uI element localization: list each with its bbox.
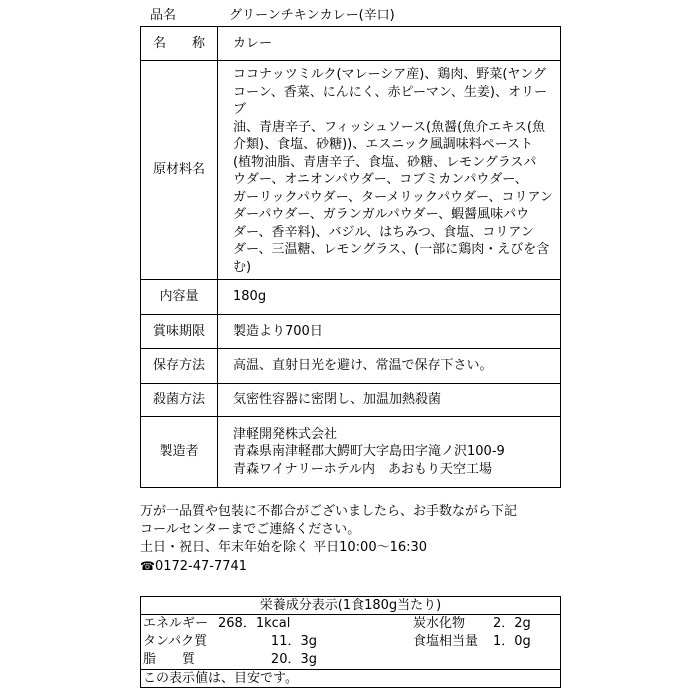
- spec-row-manufacturer: [141, 417, 561, 488]
- nutrient-label-fat: 脂 質: [143, 652, 196, 667]
- spec-row-name: [141, 27, 561, 61]
- ingredient-line: (植物油脂、青唐辛子、食塩、砂糖、レモングラスパ: [233, 154, 537, 170]
- spec-table: [140, 26, 561, 488]
- contact-notice: [140, 503, 517, 576]
- nutrition-table: [140, 596, 561, 688]
- spec-value-sterilization: 気密性容器に密閉し、加温加熱殺菌: [218, 384, 561, 417]
- ingredient-line: ウダー、オニオンパウダー、コブミカンパウダー、: [233, 172, 528, 187]
- nutrition-footer: この表示値は、目安です。: [141, 670, 561, 688]
- spec-value-name: カレー: [218, 27, 561, 61]
- ingredient-line: ガーリックパウダー、ターメリックパウダー、コリアン: [233, 189, 553, 205]
- phone-number: 0172-47-7741: [154, 559, 248, 574]
- manufacturer-facility: 青森ワイナリーホテル内 あおもり天空工場: [233, 461, 492, 477]
- nutrient-label-energy: エネルギー: [143, 616, 209, 631]
- spec-key-expiry: 賞味期限: [141, 315, 218, 349]
- spec-value-expiry: 製造より700日: [218, 315, 561, 349]
- spec-value-ingredients: [218, 61, 561, 280]
- spec-row-ingredients: [141, 61, 561, 280]
- spec-key-name: [141, 27, 218, 61]
- nutrient-value-carbs: 2．2g: [493, 616, 531, 631]
- ingredient-line: ダー、香辛料)、バジル、はちみつ、食塩、コリアン: [233, 224, 534, 240]
- ingredient-line: ココナッツミルク(マレーシア産)、鶏肉、野菜(ヤング: [233, 67, 547, 82]
- key-part: 称: [192, 35, 206, 51]
- spec-value-manufacturer: [218, 417, 561, 488]
- nutrient-value-fat: 20．3g: [270, 652, 317, 667]
- spec-value-amount: 180g: [218, 280, 561, 315]
- key-part: 名: [152, 35, 166, 51]
- ingredient-line: 油、青唐辛子、フィッシュソース(魚醤(魚介エキス(魚: [233, 119, 546, 135]
- manufacturer-address: 青森県南津軽郡大鰐町大字島田字滝ノ沢100-9: [233, 444, 505, 460]
- hours-line: 土日・祝日、年末年始を除く 平日10:00～16:30: [140, 540, 428, 555]
- nutrient-label-carbs: 炭水化物: [413, 616, 466, 631]
- nutrient-value-protein: 11．3g: [270, 634, 317, 649]
- spec-key-manufacturer: 製造者: [141, 417, 218, 488]
- spec-value-storage: 高温、直射日光を避け、常温で保存下さい。: [218, 349, 561, 384]
- spec-key-sterilization: 殺菌方法: [141, 384, 218, 417]
- spec-key-amount: 内容量: [141, 280, 218, 315]
- nutrient-label-salt: 食塩相当量: [413, 634, 479, 649]
- ingredient-line: ダー、三温糖、レモングラス、(一部に鶏肉・えびを含: [233, 242, 550, 257]
- manufacturer-company: 津軽開発株式会社: [233, 426, 338, 442]
- spec-row-amount: [141, 280, 561, 315]
- spec-key-ingredients: 原材料名: [141, 61, 218, 280]
- nutrition-body: [141, 615, 561, 670]
- nutrition-title: 栄養成分表示(1食180g当たり): [141, 597, 561, 615]
- nutrient-label-protein: タンパク質: [143, 634, 208, 649]
- spec-key-storage: 保存方法: [141, 349, 218, 384]
- product-name-line: [150, 8, 395, 24]
- nutrient-value-salt: 1．0g: [493, 634, 531, 649]
- spec-row-sterilization: [141, 384, 561, 417]
- notice-line: 万が一品質や包装に不都合がございましたら、お手数ながら下記: [140, 504, 518, 519]
- nutrient-value-energy: 268．1kcal: [218, 616, 291, 631]
- phone-icon: ☎: [140, 559, 155, 573]
- product-name-value: グリーンチキンカレー(辛口): [229, 8, 395, 23]
- spec-row-storage: [141, 349, 561, 384]
- ingredient-line: ダーパウダー、ガランガルパウダー、蝦醤風味パウ: [233, 207, 530, 222]
- product-name-label: 品名: [150, 8, 177, 23]
- ingredient-line: む): [233, 259, 252, 275]
- spec-row-expiry: [141, 315, 561, 349]
- ingredient-line: 介類)、食塩、砂糖))、エスニック風調味料ペースト: [233, 137, 534, 152]
- notice-line: コールセンターまでご連絡ください。: [140, 522, 361, 537]
- ingredient-line: コーン、香菜、にんにく、赤ピーマン、生姜)、オリーブ: [233, 84, 547, 117]
- phone-line: [140, 557, 517, 576]
